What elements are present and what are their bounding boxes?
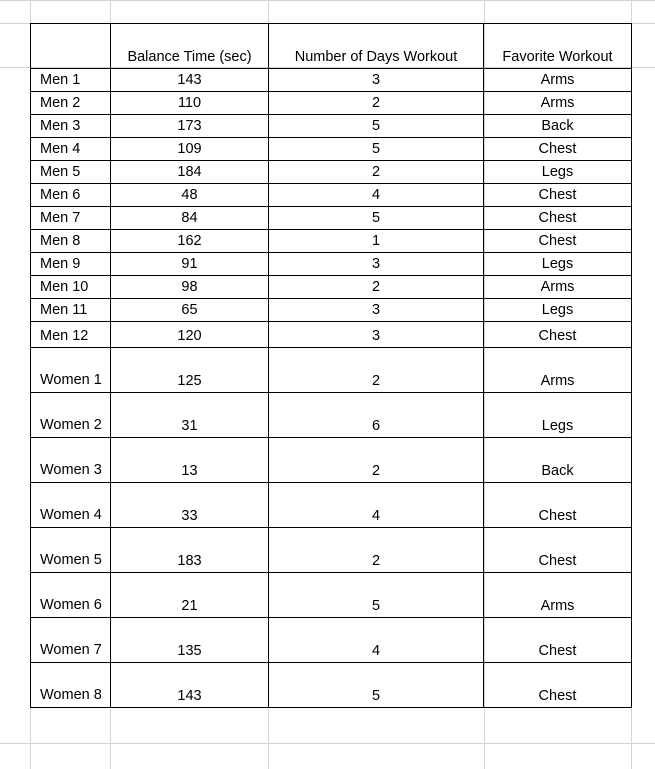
favorite-workout-cell[interactable]: Arms [484,348,632,393]
days-workout-cell[interactable]: 2 [269,92,484,115]
table-row [31,138,632,161]
favorite-workout-cell[interactable]: Chest [484,618,632,663]
favorite-workout-cell[interactable]: Arms [484,573,632,618]
favorite-workout-cell[interactable]: Chest [484,483,632,528]
balance-time-cell[interactable]: 143 [111,663,269,708]
favorite-workout-cell[interactable]: Legs [484,161,632,184]
table-row [31,253,632,276]
header-cell-label[interactable] [31,24,111,69]
table-body [31,69,632,708]
table-row [31,230,632,253]
balance-time-cell[interactable]: 91 [111,253,269,276]
favorite-workout-cell[interactable]: Chest [484,184,632,207]
days-workout-cell[interactable]: 5 [269,663,484,708]
favorite-workout-cell[interactable]: Chest [484,207,632,230]
row-label-cell[interactable]: Women 6 [31,573,111,618]
balance-time-cell[interactable]: 110 [111,92,269,115]
balance-time-cell[interactable]: 184 [111,161,269,184]
row-label-cell[interactable]: Men 1 [31,69,111,92]
days-workout-cell[interactable]: 3 [269,69,484,92]
balance-time-cell[interactable]: 48 [111,184,269,207]
favorite-workout-cell[interactable]: Back [484,115,632,138]
header-cell-favorite-workout[interactable]: Favorite Workout [484,24,632,69]
balance-time-cell[interactable]: 65 [111,299,269,322]
favorite-workout-cell[interactable]: Chest [484,230,632,253]
balance-time-cell[interactable]: 84 [111,207,269,230]
table-row [31,184,632,207]
data-table [30,23,632,708]
row-label-cell[interactable]: Men 11 [31,299,111,322]
balance-time-cell[interactable]: 21 [111,573,269,618]
table-row [31,161,632,184]
table-row [31,528,632,573]
row-label-cell[interactable]: Women 7 [31,618,111,663]
table-row [31,92,632,115]
favorite-workout-cell[interactable]: Chest [484,322,632,348]
favorite-workout-cell[interactable]: Chest [484,138,632,161]
favorite-workout-cell[interactable]: Legs [484,253,632,276]
table-row [31,663,632,708]
row-label-cell[interactable]: Women 4 [31,483,111,528]
days-workout-cell[interactable]: 4 [269,618,484,663]
row-label-cell[interactable]: Men 7 [31,207,111,230]
table-row [31,276,632,299]
balance-time-cell[interactable]: 98 [111,276,269,299]
days-workout-cell[interactable]: 6 [269,393,484,438]
favorite-workout-cell[interactable]: Arms [484,92,632,115]
table-row [31,573,632,618]
days-workout-cell[interactable]: 2 [269,276,484,299]
balance-time-cell[interactable]: 143 [111,69,269,92]
row-label-cell[interactable]: Women 2 [31,393,111,438]
days-workout-cell[interactable]: 4 [269,483,484,528]
row-label-cell[interactable]: Men 12 [31,322,111,348]
balance-time-cell[interactable]: 31 [111,393,269,438]
table-row [31,618,632,663]
balance-time-cell[interactable]: 13 [111,438,269,483]
row-label-cell[interactable]: Women 8 [31,663,111,708]
row-label-cell[interactable]: Men 9 [31,253,111,276]
days-workout-cell[interactable]: 5 [269,573,484,618]
row-label-cell[interactable]: Men 4 [31,138,111,161]
days-workout-cell[interactable]: 5 [269,207,484,230]
days-workout-cell[interactable]: 1 [269,230,484,253]
header-cell-balance-time[interactable]: Balance Time (sec) [111,24,269,69]
favorite-workout-cell[interactable]: Arms [484,69,632,92]
days-workout-cell[interactable]: 2 [269,438,484,483]
balance-time-cell[interactable]: 183 [111,528,269,573]
balance-time-cell[interactable]: 33 [111,483,269,528]
table-row [31,483,632,528]
favorite-workout-cell[interactable]: Chest [484,528,632,573]
days-workout-cell[interactable]: 3 [269,299,484,322]
row-label-cell[interactable]: Men 3 [31,115,111,138]
table-row [31,348,632,393]
table-row [31,322,632,348]
days-workout-cell[interactable]: 2 [269,161,484,184]
row-label-cell[interactable]: Men 5 [31,161,111,184]
days-workout-cell[interactable]: 2 [269,528,484,573]
balance-time-cell[interactable]: 125 [111,348,269,393]
row-label-cell[interactable]: Women 5 [31,528,111,573]
table-row [31,69,632,92]
balance-time-cell[interactable]: 162 [111,230,269,253]
header-row [31,24,632,69]
row-label-cell[interactable]: Men 10 [31,276,111,299]
row-label-cell[interactable]: Men 8 [31,230,111,253]
days-workout-cell[interactable]: 5 [269,115,484,138]
table-row [31,299,632,322]
table-row [31,438,632,483]
favorite-workout-cell[interactable]: Arms [484,276,632,299]
balance-time-cell[interactable]: 120 [111,322,269,348]
balance-time-cell[interactable]: 173 [111,115,269,138]
days-workout-cell[interactable]: 5 [269,138,484,161]
table-row [31,207,632,230]
row-label-cell[interactable]: Men 2 [31,92,111,115]
favorite-workout-cell[interactable]: Chest [484,663,632,708]
row-label-cell[interactable]: Men 6 [31,184,111,207]
favorite-workout-cell[interactable]: Legs [484,299,632,322]
favorite-workout-cell[interactable]: Legs [484,393,632,438]
table-row [31,115,632,138]
days-workout-cell[interactable]: 3 [269,253,484,276]
header-cell-days-workout[interactable]: Number of Days Workout [269,24,484,69]
balance-time-cell[interactable]: 135 [111,618,269,663]
row-label-cell[interactable]: Women 3 [31,438,111,483]
table-row [31,393,632,438]
days-workout-cell[interactable]: 4 [269,184,484,207]
row-label-cell[interactable]: Women 1 [31,348,111,393]
days-workout-cell[interactable]: 2 [269,348,484,393]
balance-time-cell[interactable]: 109 [111,138,269,161]
days-workout-cell[interactable]: 3 [269,322,484,348]
favorite-workout-cell[interactable]: Back [484,438,632,483]
